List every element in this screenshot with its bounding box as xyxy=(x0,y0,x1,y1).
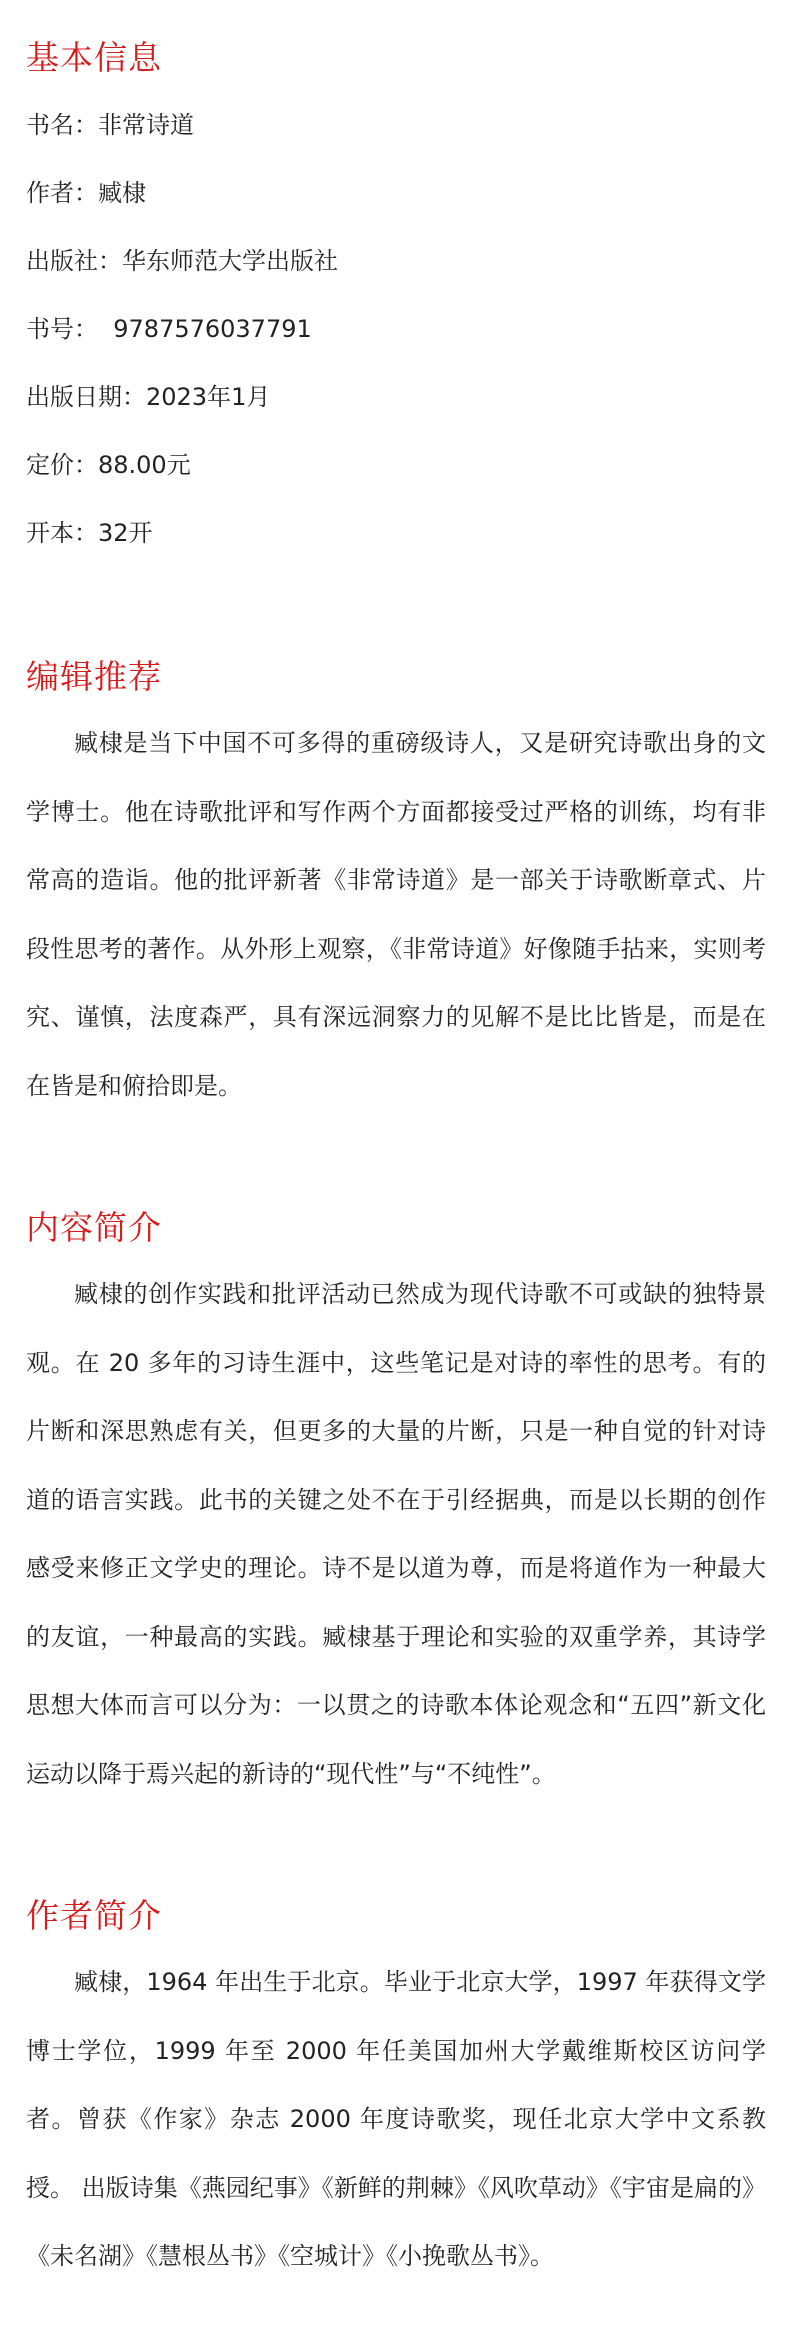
book-isbn: 书号： 9787576037791 xyxy=(26,315,312,343)
editor-recommend-title: 编辑推荐 xyxy=(26,657,162,696)
content-summary-text: 臧棣的创作实践和批评活动已然成为现代诗歌不可或缺的独特景观。在 20 多年的习诗生涯中，这些笔记是对诗的率性的思考。有的片断和深思熟虑有关，但更多的大量的片断，只是一种自觉的针对诗道的语言实践。此书的关键之处不在于引经据典，而是以长期的创作感受来修正文学史的理论。诗不是以道为尊，而是将道作为一种最大的友谊，一种最高的实践。臧棣基于理论和实验的双重学养，其诗学思想大体而言可以分为：一以贯之的诗歌本体论观念和“五四”新文化运动以降于焉兴起的新诗的“现代性”与“不纯性”。 xyxy=(26,1280,766,1788)
book-pub-date: 出版日期：2023年1月 xyxy=(26,383,271,411)
editor-recommend-section xyxy=(26,651,766,1120)
book-publisher: 出版社：华东师范大学出版社 xyxy=(26,247,338,275)
content-summary-section xyxy=(26,1202,766,1808)
basic-info-section xyxy=(26,0,766,567)
author-intro-section xyxy=(26,1890,766,2291)
editor-recommend-text: 臧棣是当下中国不可多得的重磅级诗人，又是研究诗歌出身的文学博士。他在诗歌批评和写作两个方面都接受过严格的训练，均有非常高的造诣。他的批评新著《非常诗道》是一部关于诗歌断章式、片段性思考的著作。从外形上观察，《非常诗道》好像随手拈来，实则考究、谨慎，法度森严，具有深远洞察力的见解不是比比皆是，而是在在皆是和俯拾即是。 xyxy=(26,729,766,1100)
book-format: 开本：32开 xyxy=(26,519,153,547)
book-price: 定价：88.00元 xyxy=(26,451,191,479)
author-intro-title: 作者简介 xyxy=(26,1896,162,1935)
author-intro-text: 臧棣，1964 年出生于北京。毕业于北京大学，1997 年获得文学博士学位，1999 年至 2000 年任美国加州大学戴维斯校区访问学者。曾获《作家》杂志 2000 年度诗歌奖，现任北京大学中文系教授。 出版诗集《燕园纪事》《新鲜的荆棘》《风吹草动》《宇宙是扁的》《未名湖》《慧根丛书》《空城计》《小挽歌丛书》。 xyxy=(26,1968,766,2270)
basic-info-title: 基本信息 xyxy=(26,38,162,77)
book-name: 书名：非常诗道 xyxy=(26,111,194,139)
book-author: 作者：臧棣 xyxy=(26,179,146,207)
content-summary-title: 内容简介 xyxy=(26,1208,162,1247)
